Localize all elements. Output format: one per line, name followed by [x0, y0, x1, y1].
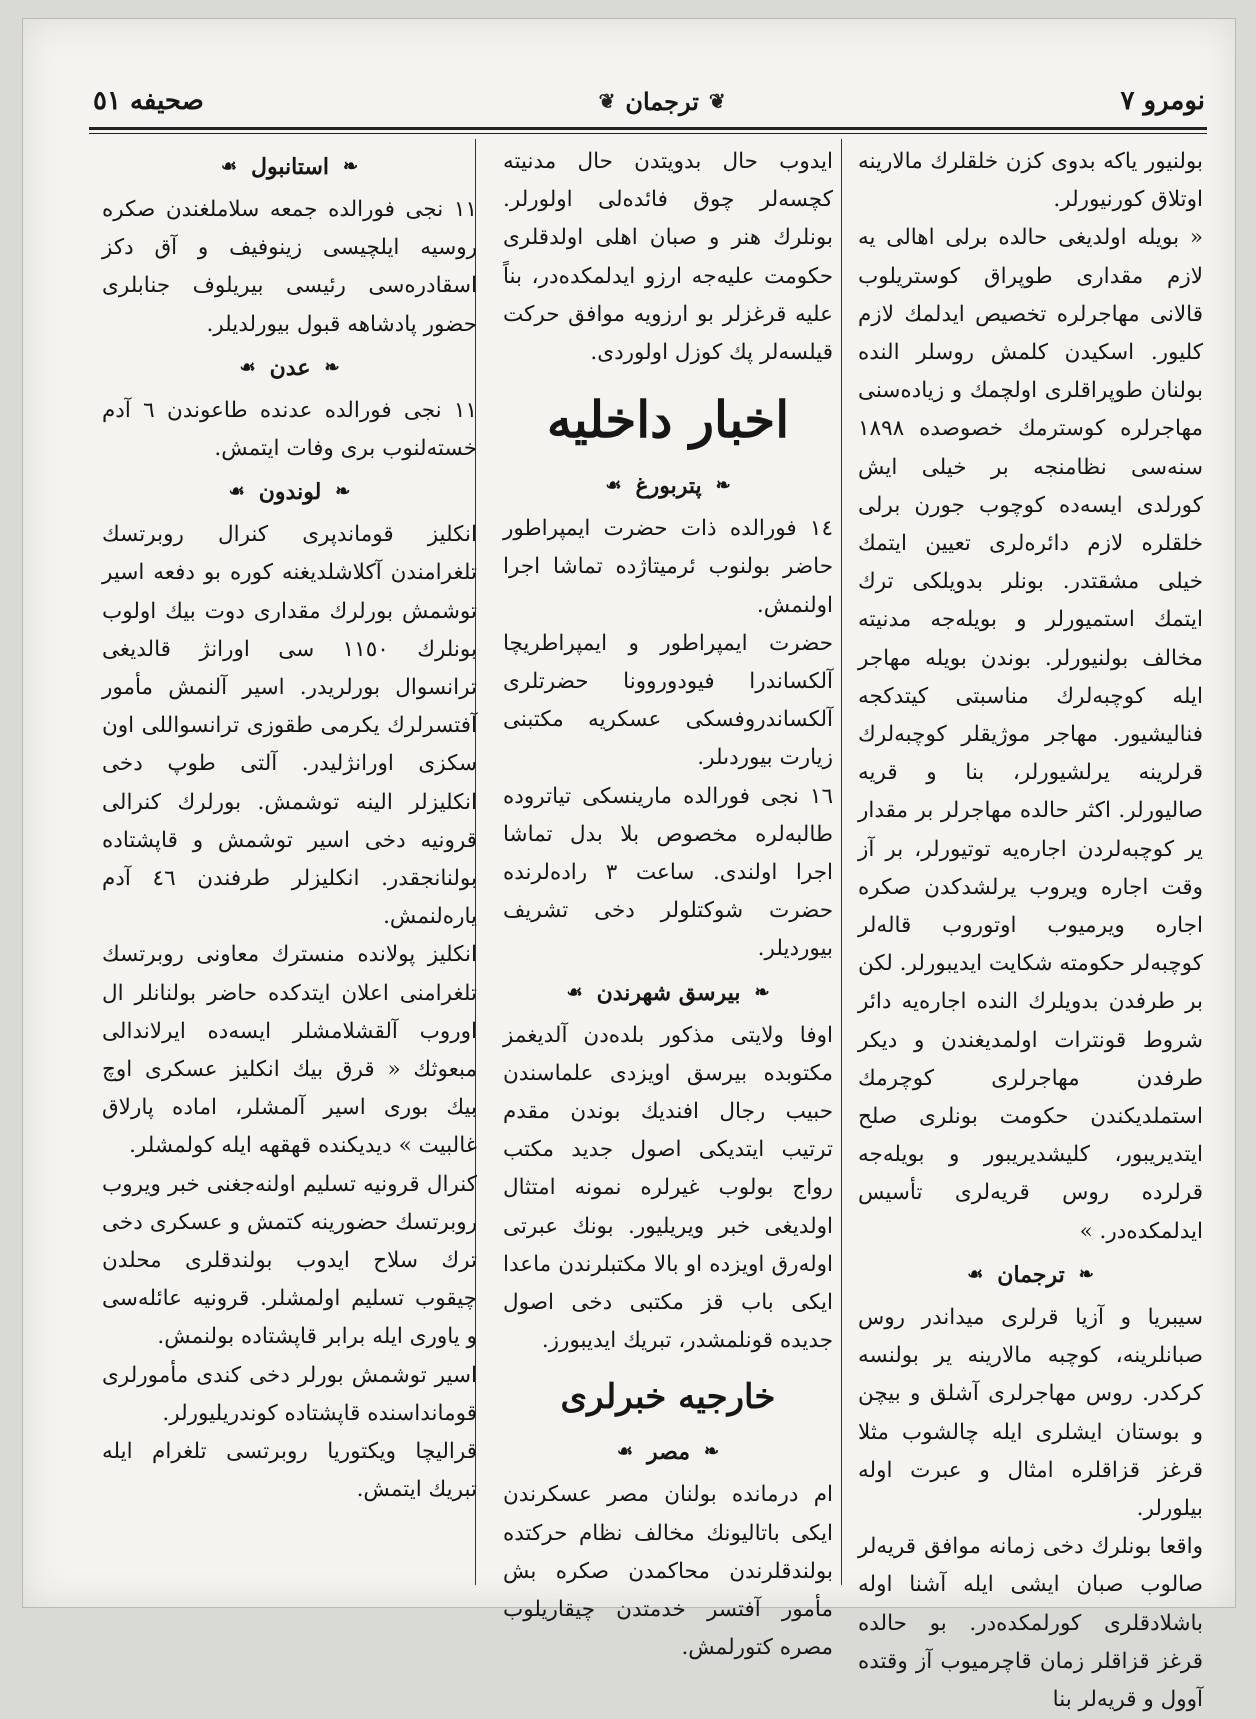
- paragraph: انكليز قوماندپرى كنرال روبرتسك تلغرامندن آكلاشلديغنه كوره بو دفعه اسير توشمش بورلرك مقدارى دوت بيك اولوب بونلرك ١١٥٠ سى اورانژ قالديغى ترانسوال بورلريدر. اسير آلنمش مأمور آفتسرلرك يكرمى طقوزى ترانسواللى اون سكزى اورانژليدر. آلتى طوپ دخى انكليزلر الينه توشمش. بورلرك كنرالى قرونيه دخى اسير توشمش و قاپشتاده بولنا‌نجقدر. انكليزلر طرفندن ٤٦ آدم ياره‌لنمش.: [102, 522, 478, 930]
- paragraph: انكليز پولانده منسترك معاونى روبرتسك تلغرامنى اعلان ايتدكده حاضر بولنانلر ال اوروب آلقشلامشلر ايسه‌ده ايرلاندالى مبعوثك « قرق بيك انكليز عسكرى اوچ بيك بورى اسير آلمشلر، اماده پارلاق غالبيت » ديديكنده قهقهه ايله كولمشلر.: [102, 942, 477, 1159]
- column-left: [102, 143, 477, 1587]
- paragraph: ١١ نجى فورالده جمعه سلاملغندن صكره روسيه ايلچيسى زينوفيف و آق دكز اسقادره‌سى رئيسى بيريلوف جنابلرى حضور پادشاهه قبول بيورلديلر.: [102, 197, 477, 337]
- paper-name: ترجمان: [625, 86, 699, 116]
- paragraph: اوفا ولايتى مذكور بلده‌دن آلديغمز مكتوبده بيرسق اويزدى علماسندن حبيب رجال افنديك بوندن مقدم ترتيب ايتديكى اصول جديد مكتب رواج بولوب غيرلره نمونه امتثال اولديغى خبر ويريليور. بونك عبرتى اوله‌رق اويزده او بالا مكتبلرندن ماعدا ايكى باب قز مكتبى دخى اصول جديده قونلمشدر، تبريك ايديبورز.: [503, 1022, 833, 1354]
- paragraph: ١١ نجى فورالده عدنده طاعوندن ٦ آدم خسته‌لنوب برى وفات ايتمش.: [102, 397, 477, 462]
- ornament-icon: ❧: [704, 1441, 720, 1463]
- section-heading-tercuman: ❧ ترجمان ☙: [858, 1253, 1203, 1297]
- masthead: [599, 87, 726, 116]
- issue-number: نومرو ٧: [1120, 86, 1205, 116]
- section-heading-aden: ❧ عدن ☙: [102, 346, 477, 390]
- ornament-icon: ❧: [715, 475, 731, 497]
- section-heading-london: ❧ لوندون ☙: [102, 470, 477, 514]
- paragraph: قراليچا ويكتوريا روبرتسى تلغرام ايله تبريك ايتمش.: [102, 1439, 477, 1503]
- ornament-icon: ❦: [598, 89, 616, 113]
- column-middle: [503, 143, 833, 1661]
- ornament-icon: ☙: [967, 1263, 984, 1285]
- header-rule-thin: [89, 133, 1207, 134]
- ornament-icon: ❧: [335, 481, 351, 503]
- section-heading-petersburg: ❧ پتربورغ ☙: [503, 464, 833, 508]
- ornament-icon: ☙: [616, 1441, 634, 1463]
- section-title-internal-news: اخبار داخليه: [546, 390, 790, 450]
- newspaper-page: [22, 18, 1236, 1712]
- ornament-icon: ☙: [228, 481, 245, 503]
- section-heading-egypt: ❧ مصر ☙: [503, 1430, 833, 1474]
- ornament-icon: ❧: [324, 356, 340, 378]
- paragraph: حضرت ايمپراطور و ايمپراطريچا آلكساندرا فيودوروونا حضرتلرى آلكساندروفسكى عسكريه مكتبنى زيارت بيوردىلر.: [503, 630, 833, 771]
- paragraph: سيبريا و آزيا قرلرى ميداندر روس صبانلرينه، كوچبه مالارينه ير بولنسه كركدر. روس مهاجرلرى آشلق و بيچن و بوستان ايشلرى ايله چالشوب مثلا قرغز قزاقلره امثال و عبرت اوله بيلورلر.: [858, 1304, 1203, 1521]
- paragraph: كنرال قرونيه تسليم اولنه‌جغنى خبر ويروب روبرتسك حضورينه كتمش و عسكرى دخى ترك سلاح ايدوب بولندقلرى محلدن چيقوب تسليم اولمشلر. قرونيه عائله‌سى و ياورى ايله برابر قاپشتاده بولنمش.: [102, 1171, 477, 1350]
- paragraph: ١٤ فورالده ذات حضرت ايمپراطور حاضر بولنوب ئرميتاژده تماشا اجرا اولنمش.: [503, 516, 833, 618]
- section-heading-birsk: ❧ بيرسق شهرندن ☙: [503, 971, 833, 1015]
- ornament-icon: ☙: [566, 981, 583, 1003]
- paragraph: « بويله اولديغى حالده برلى اهالى يه لازم مقدارى طوپراق كوستريلوب قالانى مهاجرلره تخصيص ايدلمك لازم كليور. اسكيدن كلمش روسلر النده بولنان طوپراقلرى اولچمك و زياده‌سنى مهاجرلره كوسترمك خصوصده ١٨٩٨ سنه‌سى نظامنجه بر خيلى ايش كورلدى ايسه‌ده كوچوب جورن برلى خلقلره لازم دائره‌لرى تعيين ايتمك خيلى مشقتدر. بونلر بدويلكى ترك ايتمك استميورلر و بويله‌جه مدنيته مخالف بولنيورلر. بوندن بويله مهاجر ايله كوچبه‌لرك مناسبتى كيتدكجه فناليشيور. مهاجر موژيقلر كوچبه‌لرك قرلرينه يرلشيورلر، بنا و قريه صاليورلر. اكثر حالده مهاجرلر بر مقدار ير كوچبه‌لردن اجاره‌يه توتيورلر، بر آز وقت اجاره ويروب يرلشدكدن صكره اجاره ويرميوب اوتوروب قالەلر كوچبه‌لر حكومته شكايت ايديبورلر. لكن بر طرفدن بدويلرك النده اجاره‌يه دائر شروط قونترات اولمديغندن و ديكر طرفدن مهاجرلرى كوچرمك استملديكندن حكومت بونلرى صلح ايتديريبور، كليشديريبور و بويله‌جه قرلرده روس قريه‌لرى تأسيس ايدلمكده‌در. »: [858, 225, 1203, 1244]
- paragraph: واقعا بونلرك دخى زمانه موافق قريه‌لر صالوب صبان ايشى ايله آشنا اوله باشلادقلرى كورلمكده‌در. بو حالده قرغز قزاقلر زمان قاچرميوب آز وقتده آوول و قريه‌لر بنا: [858, 1534, 1203, 1712]
- header-rule: [89, 127, 1207, 130]
- paragraph: ام درمانده بولنان مصر عسكرندن ايكى باتاليونك مخالف نظام حركتده بولندقلرندن محاكمدن صكره بش مأمور آفتسر خدمتدن چيقاريلوب مصره كتورلمش.: [503, 1482, 833, 1661]
- section-title-foreign-news: خارجيه خبرلرى: [560, 1377, 776, 1418]
- paragraph: ايدوب حال بدويتدن حال مدنيته كچسه‌لر چوق فائده‌لى اولورلر. بونلرك هنر و صبان اهلى اولدقلرى حكومت عليه‌جه ارزو ايدلمكده‌در، بناً عليه قرغزلر بو ارزويه موافق حركت قيلسه‌لر پك كوزل اولوردى.: [503, 149, 833, 366]
- paragraph: اسير توشمش بورلر دخى كندى مأمورلرى قوماندا‌سنده قاپشتاده كوندريليورلر.: [102, 1362, 477, 1426]
- paragraph: بولنيور ياكه بدوى كزن خلقلرك مالارينه اوتلاق كورنيورلر.: [858, 149, 1203, 213]
- paragraph: ١٦ نجى فورالده مارينسكى تياتروده طالبه‌لره مخصوص بلا بدل تماشا اجرا اولندى. ساعت ٣ راده‌لرنده حضرت شوكتلولر دخى تشريف بيورديلر.: [503, 783, 833, 962]
- ornament-icon: ❧: [1078, 1263, 1094, 1285]
- ornament-icon: ☙: [220, 155, 238, 177]
- page-header: [93, 75, 1205, 127]
- column-right: [858, 143, 1203, 1712]
- column-divider: [841, 139, 842, 1585]
- ornament-icon: ❧: [754, 981, 770, 1003]
- section-heading-istanbul: ❧ استانبول ☙: [102, 145, 477, 189]
- ornament-icon: ❦: [708, 89, 726, 113]
- ornament-icon: ☙: [239, 356, 256, 378]
- ornament-icon: ☙: [605, 475, 622, 497]
- ornament-icon: ❧: [343, 155, 359, 177]
- page-number: صحيفه ٥١: [93, 86, 204, 116]
